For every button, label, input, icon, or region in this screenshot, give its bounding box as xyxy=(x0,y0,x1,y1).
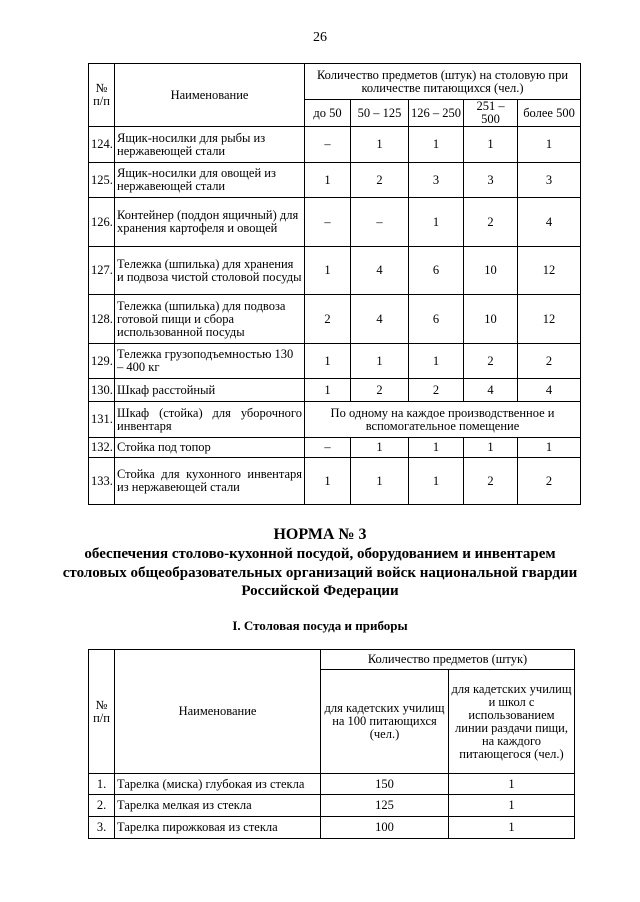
cell: 3 xyxy=(518,163,581,198)
row-num: 1. xyxy=(89,774,115,795)
row-name: Тележка (шпилька) для хранения и подвоза чистой столовой посуды xyxy=(115,247,305,295)
cell: 1 xyxy=(305,458,351,505)
header-col: более 500 xyxy=(518,100,581,127)
row-name: Тарелка мелкая из стекла xyxy=(115,795,321,817)
cell: 4 xyxy=(464,379,518,402)
table-row xyxy=(89,163,581,198)
table-row xyxy=(89,127,581,163)
header-name: Наименование xyxy=(115,64,305,127)
row-name: Тележка (шпилька) для подвоза готовой пищи и сбора использованной посуды xyxy=(115,295,305,344)
cell: 10 xyxy=(464,295,518,344)
table-row xyxy=(89,344,581,379)
row-num: 127. xyxy=(89,247,115,295)
header-quantity: Количество предметов (штук) xyxy=(321,650,575,670)
row-name: Тарелка пирожковая из стекла xyxy=(115,817,321,839)
table-row xyxy=(89,774,575,795)
cell: 1 xyxy=(351,458,409,505)
table-row xyxy=(89,438,581,458)
header-name: Наименование xyxy=(115,650,321,774)
row-name: Шкаф расстойный xyxy=(115,379,305,402)
table-row xyxy=(89,817,575,839)
header-num: № п/п xyxy=(89,650,115,774)
header-quantity: Количество предметов (штук) на столовую при количестве питающихся (чел.) xyxy=(305,64,581,100)
cell: 10 xyxy=(464,247,518,295)
cell: 1 xyxy=(305,344,351,379)
cell: 1 xyxy=(409,198,464,247)
cell: 150 xyxy=(321,774,449,795)
cell: 2 xyxy=(518,344,581,379)
cell: 4 xyxy=(518,198,581,247)
cell: 1 xyxy=(351,344,409,379)
cell: 125 xyxy=(321,795,449,817)
cell: 4 xyxy=(351,295,409,344)
header-col: 50 – 125 xyxy=(351,100,409,127)
norm-subtitle xyxy=(0,545,640,601)
cell: 2 xyxy=(464,198,518,247)
cell: 1 xyxy=(409,458,464,505)
cell: 6 xyxy=(409,295,464,344)
row-num: 125. xyxy=(89,163,115,198)
norm-subtitle-line: Российской Федерации xyxy=(241,583,399,599)
cell: 3 xyxy=(464,163,518,198)
cell: 2 xyxy=(351,379,409,402)
cell: 1 xyxy=(305,163,351,198)
cell: 3 xyxy=(409,163,464,198)
cell: 1 xyxy=(449,795,575,817)
cell: 6 xyxy=(409,247,464,295)
cell: – xyxy=(305,198,351,247)
cell: 1 xyxy=(351,127,409,163)
cell: – xyxy=(305,438,351,458)
cell: 1 xyxy=(464,438,518,458)
table-row xyxy=(89,379,581,402)
row-num: 130. xyxy=(89,379,115,402)
section-heading: I. Столовая посуда и приборы xyxy=(232,618,408,633)
row-num: 124. xyxy=(89,127,115,163)
table-row xyxy=(89,795,575,817)
norm-subtitle-line: столовых общеобразовательных организаций войск национальной гвардии xyxy=(62,564,578,581)
header-col: 251 – 500 xyxy=(464,100,518,127)
cell: 1 xyxy=(409,438,464,458)
row-name: Шкаф (стойка) для уборочного инвентаря xyxy=(115,402,305,438)
cell: – xyxy=(351,198,409,247)
equipment-table xyxy=(88,63,581,505)
row-name: Ящик-носилки для рыбы из нержавеющей стали xyxy=(115,127,305,163)
row-name: Ящик-носилки для овощей из нержавеющей стали xyxy=(115,163,305,198)
row-name: Тележка грузоподъемностью 130 – 400 кг xyxy=(115,344,305,379)
cell: 100 xyxy=(321,817,449,839)
cell: 4 xyxy=(351,247,409,295)
cell: 1 xyxy=(464,127,518,163)
cell: 1 xyxy=(518,127,581,163)
table-row xyxy=(89,247,581,295)
table-row xyxy=(89,295,581,344)
cell: 1 xyxy=(409,344,464,379)
cell: 1 xyxy=(449,774,575,795)
row-num: 131. xyxy=(89,402,115,438)
row-name: Контейнер (поддон ящичный) для хранения картофеля и овощей xyxy=(115,198,305,247)
cell: 12 xyxy=(518,247,581,295)
cell: 2 xyxy=(305,295,351,344)
row-num: 2. xyxy=(89,795,115,817)
row-num: 3. xyxy=(89,817,115,839)
tableware-table xyxy=(88,649,575,839)
cell: 2 xyxy=(464,344,518,379)
header-col: для кадетских училищ и школ с использованием линии раздачи пищи, на каждого питающегося (чел.) xyxy=(449,670,575,774)
cell: 1 xyxy=(351,438,409,458)
header-col: 126 – 250 xyxy=(409,100,464,127)
header-col: до 50 xyxy=(305,100,351,127)
row-num: 133. xyxy=(89,458,115,505)
norm-subtitle-line: обеспечения столово-кухонной посудой, оборудованием и инвентарем xyxy=(84,546,556,562)
cell: 2 xyxy=(409,379,464,402)
cell: 2 xyxy=(351,163,409,198)
cell: 4 xyxy=(518,379,581,402)
row-name: Тарелка (миска) глубокая из стекла xyxy=(115,774,321,795)
cell: 1 xyxy=(305,247,351,295)
header-col: для кадетских училищ на 100 питающихся (чел.) xyxy=(321,670,449,774)
cell: 1 xyxy=(518,438,581,458)
row-name: Стойка для кухонного инвентаря из нержавеющей стали xyxy=(115,458,305,505)
page-number: 26 xyxy=(313,30,327,45)
cell: – xyxy=(305,127,351,163)
header-num: № п/п xyxy=(89,64,115,127)
merged-cell: По одному на каждое производственное и вспомогательное помещение xyxy=(305,402,581,438)
cell: 1 xyxy=(305,379,351,402)
cell: 2 xyxy=(464,458,518,505)
cell: 1 xyxy=(409,127,464,163)
row-num: 129. xyxy=(89,344,115,379)
row-num: 128. xyxy=(89,295,115,344)
table-row xyxy=(89,402,581,438)
table-row xyxy=(89,458,581,505)
norm-title: НОРМА № 3 xyxy=(273,526,367,543)
row-name: Стойка под топор xyxy=(115,438,305,458)
table-row xyxy=(89,198,581,247)
row-num: 126. xyxy=(89,198,115,247)
cell: 2 xyxy=(518,458,581,505)
cell: 1 xyxy=(449,817,575,839)
cell: 12 xyxy=(518,295,581,344)
row-num: 132. xyxy=(89,438,115,458)
